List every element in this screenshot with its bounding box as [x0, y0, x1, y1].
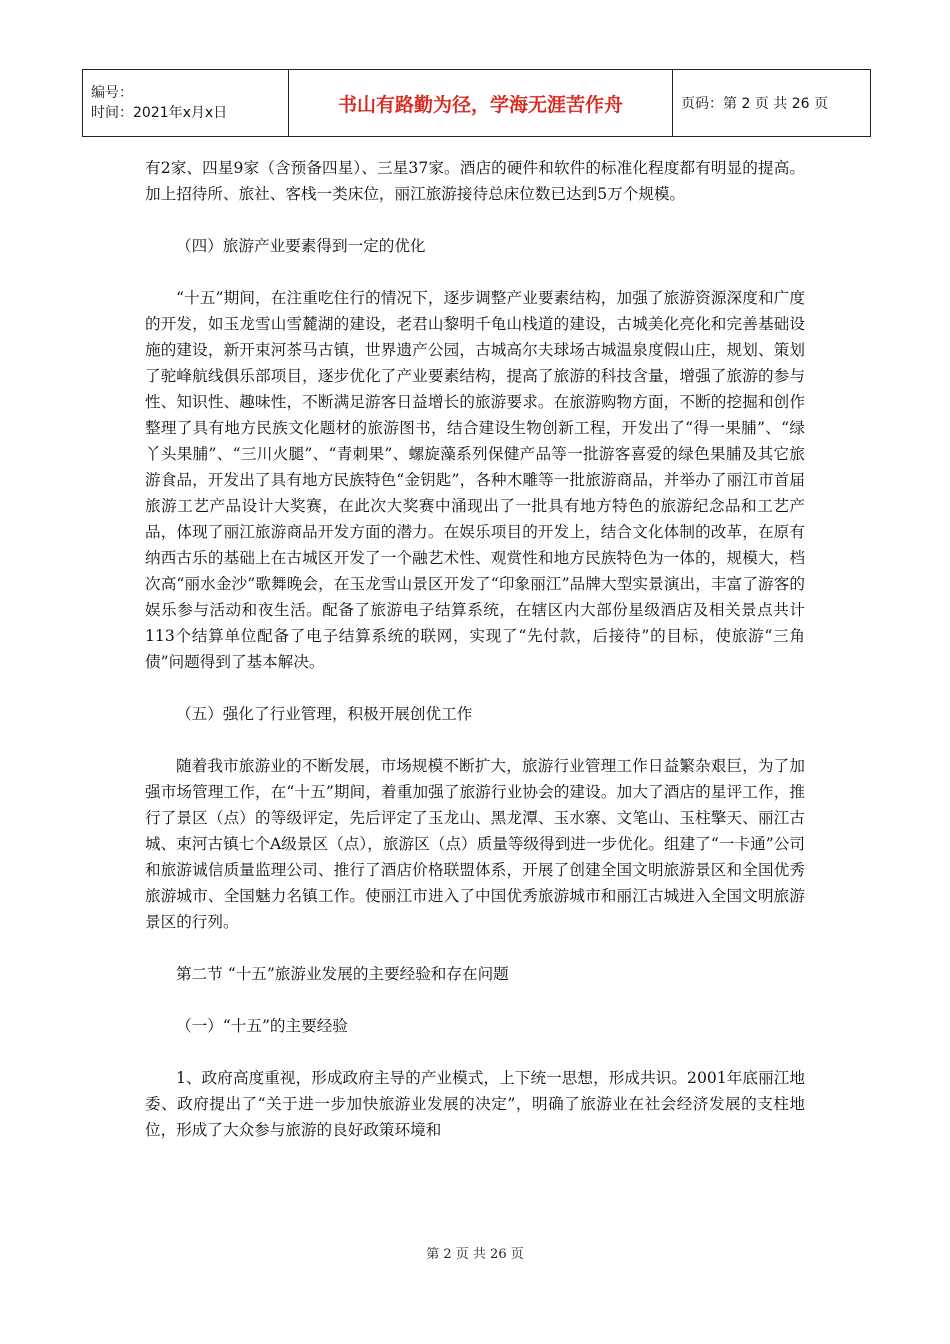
document-date: 时间：2021年x月x日 — [91, 105, 228, 121]
header-motto: 书山有路勤为径，学海无涯苦作舟 — [289, 70, 673, 137]
paragraph-hotel-stats: 有2家、四星9家（含预备四星）、三星37家。酒店的硬件和软件的标准化程度都有明显的提高。加上招待所、旅社、客栈一类床位，丽江旅游接待总床位数已达到5万个规模。 — [145, 159, 805, 203]
heading-chapter-section-2: 第二节 “十五”旅游业发展的主要经验和存在问题 — [176, 965, 509, 983]
paragraph-industry-elements: “十五”期间，在注重吃住行的情况下，逐步调整产业要素结构，加强了旅游资源深度和广度的开发，如玉龙雪山雪麓湖的建设，老君山黎明千龟山栈道的建设，古城美化亮化和完善基础设施的建设，新开束河茶马古镇，世界遗产公园，古城高尔夫球场古城温泉度假山庄，规划、策划了驼峰航线俱乐部项目，逐步优化了产业要素结构，提高了旅游的科技含量，增强了旅游的参与性、知识性、趣味性，不断满足游客日益增长的旅游要求。在旅游购物方面，不断的挖掘和创作整理了具有地方民族文化题材的旅游图书，结合建设生物创新工程，开发出了“得一果脯”、“绿丫头果脯”、“三川火腿”、“青刺果”、螺旋藻系列保健产品等一批游客喜爱的绿色果脯及其它旅游食品，开发出了具有地方民族特色“金钥匙”，各种木雕等一批旅游商品，并举办了丽江市首届旅游工艺产品设计大奖赛，在此次大奖赛中涌现出了一批具有地方特色的旅游纪念品和工艺产品，体现了丽江旅游商品开发方面的潜力。在娱乐项目的开发上，结合文化体制的改革，在原有纳西古乐的基础上在古城区开发了一个融艺术性、观赏性和地方民族特色为一体的，规模大，档次高“丽水金沙”歌舞晚会，在玉龙雪山景区开发了“印象丽江”品牌大型实景演出，丰富了游客的娱乐参与活动和夜生活。配备了旅游电子结算系统，在辖区内大部份星级酒店及相关景点共计113个结算单位配备了电子结算系统的联网，实现了“先付款，后接待”的目标，使旅游“三角债”问题得到了基本解决。 — [145, 289, 805, 671]
header-meta-cell — [83, 70, 289, 137]
paragraph-experience-1: 1、政府高度重视，形成政府主导的产业模式，上下统一思想，形成共识。2001年底丽江地委、政府提出了“关于进一步加快旅游业发展的决定”，明确了旅游业在社会经济发展的支柱地位，形成了大众参与旅游的良好政策环境和 — [145, 1069, 805, 1139]
document-number-label: 编号： — [91, 85, 133, 101]
heading-subsection-1: （一）“十五”的主要经验 — [176, 1017, 348, 1035]
document-body — [145, 155, 805, 1143]
heading-section-4: （四）旅游产业要素得到一定的优化 — [176, 237, 426, 255]
paragraph-industry-management: 随着我市旅游业的不断发展，市场规模不断扩大，旅游行业管理工作日益繁杂艰巨，为了加强市场管理工作，在“十五”期间，着重加强了旅游行业协会的建设。加大了酒店的星评工作，推行了景区（点）的等级评定，先后评定了玉龙山、黑龙潭、玉水寨、文笔山、玉柱擎天、丽江古城、束河古镇七个A级景区（点），旅游区（点）质量等级得到进一步优化。组建了“一卡通”公司和旅游诚信质量监理公司、推行了酒店价格联盟体系，开展了创建全国文明旅游景区和全国优秀旅游城市、全国魅力名镇工作。使丽江市进入了中国优秀旅游城市和丽江古城进入全国文明旅游景区的行列。 — [145, 757, 805, 931]
page-footer: 第 2 页 共 26 页 — [426, 1247, 524, 1262]
heading-section-5: （五）强化了行业管理，积极开展创优工作 — [176, 705, 473, 723]
header-page-code: 页码：第 2 页 共 26 页 — [673, 70, 871, 137]
page-header — [82, 69, 871, 137]
